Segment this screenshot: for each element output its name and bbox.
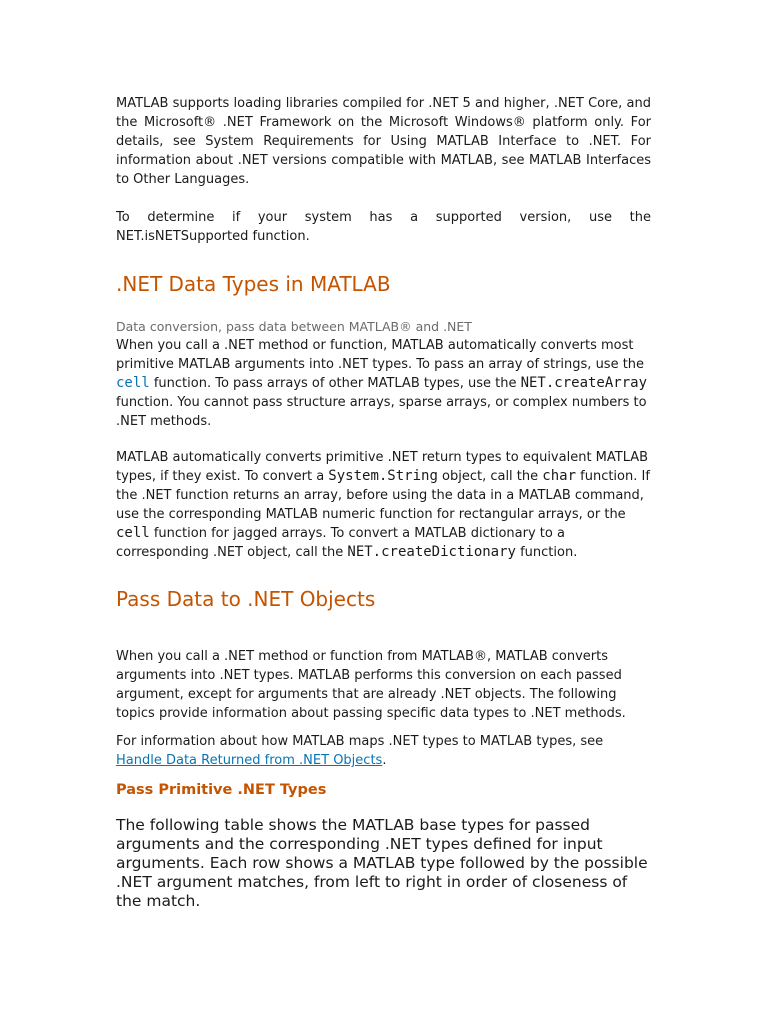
section-subtitle: Data conversion, pass data between MATLAB® and .NET [116,319,472,334]
intro-paragraph-2: To determine if your system has a supported version, use the NET.isNETSupported function. [116,210,651,244]
intro-paragraph-1: MATLAB supports loading libraries compiled for .NET 5 and higher, .NET Core, and the Microsoft® .NET Framework on the Microsoft Windows® platform only. For details, see System Requirements for Using MATLAB Interface to .NET. For information about .NET versions compatible with MATLAB, see MATLAB Interfaces to Other Languages. [116,96,651,187]
text-run: function. You cannot pass structure arrays, sparse arrays, or complex numbers to .NET methods. [116,395,647,429]
section-heading-pass-data: Pass Data to .NET Objects [116,587,376,611]
code-net-createdictionary: NET.createDictionary [347,544,516,560]
subheading-pass-primitive-types: Pass Primitive .NET Types [116,782,327,798]
data-conversion-paragraph-1 [116,336,651,431]
text-run: For information about how MATLAB maps .NET types to MATLAB types, see [116,734,604,749]
code-cell-link[interactable]: cell [116,375,150,391]
text-run: object, call the [437,469,543,484]
text-run: . [382,753,387,768]
code-net-createarray: NET.createArray [520,375,648,391]
code-system-string: System.String [328,468,438,484]
section-heading-net-data-types: .NET Data Types in MATLAB [116,272,391,296]
text-run: function. If the .NET function returns an array, before using the data in a MATLAB command, use the corresponding MATLAB numeric function for rectangular arrays, or the [116,469,650,522]
text-run: When you call a .NET method or function, MATLAB automatically converts most primitive MATLAB arguments into .NET types. To pass an array of strings, use the [116,338,645,372]
text-run: function. To pass arrays of other MATLAB types, use the [149,376,521,391]
text-run: function for jagged arrays. To convert a MATLAB dictionary to a corresponding .NET object, call the [116,526,565,560]
code-cell: cell [116,525,150,541]
data-conversion-paragraph-2 [116,448,651,562]
text-run: MATLAB automatically converts primitive .NET return types to equivalent MATLAB types, if they exist. To convert a [116,450,649,484]
pass-data-paragraph-1: When you call a .NET method or function from MATLAB®, MATLAB converts arguments into .NET types. MATLAB performs this conversion on each passed argument, except for arguments that are already .NET objects. The following topics provide information about passing specific data types to .NET methods. [116,649,626,721]
pass-data-paragraph-2 [116,732,651,770]
code-char: char [542,468,576,484]
document-page [116,94,651,911]
primitive-types-paragraph: The following table shows the MATLAB base types for passed arguments and the corresponding .NET types defined for input arguments. Each row shows a MATLAB type followed by the possible .NET argument matches, from left to right in order of closeness of the match. [116,816,648,910]
text-run: function. [515,545,578,560]
handle-data-returned-link[interactable]: Handle Data Returned from .NET Objects [116,753,383,768]
